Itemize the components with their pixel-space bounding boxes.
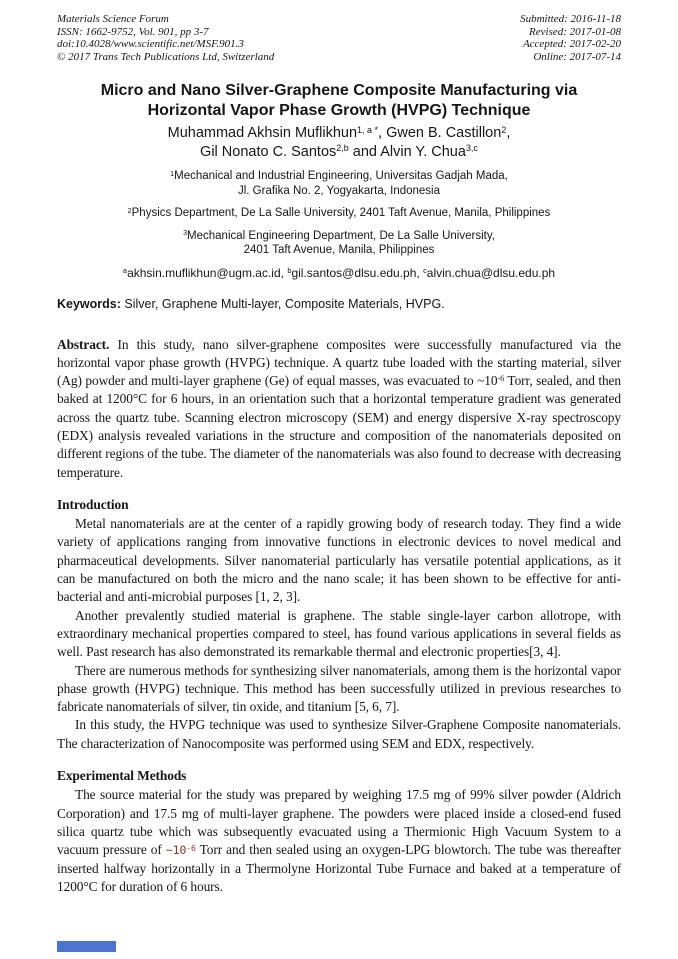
masthead [57, 0, 621, 63]
authors-line1 [57, 124, 621, 143]
email-superscript: a [122, 266, 128, 276]
affiliation-superscript: 1 [170, 169, 175, 178]
author-superscript: 3,c [465, 143, 478, 154]
introduction-paragraph-2: Another prevalently studied material is graphene. The stable single-layer carbon allotrope, with extraordinary mechanical properties compared to steel, has found various applications in several fields as well. Past research has also demonstrated its remarkable thermal and electronic properties[3, 4]. [57, 607, 621, 660]
submitted-date: Submitted: 2016-11-18 [520, 13, 621, 25]
abstract [57, 336, 621, 482]
email-superscript: c [423, 266, 427, 276]
authors-line2 [57, 143, 621, 162]
paper-title-line2: Horizontal Vapor Phase Growth (HVPG) Technique [147, 102, 531, 119]
introduction-paragraph-3: There are numerous methods for synthesizing silver nanomaterials, among them is the horizontal vapor phase growth (HVPG) technique. This method has been successfully utilized in previous researches to fabricate nanomaterials of silver, tin oxide, and titanium [5, 6, 7]. [57, 662, 621, 715]
abstract-label: Abstract. [57, 336, 110, 352]
journal-name: Materials Science Forum [57, 13, 169, 25]
affiliation-1-line1 [57, 169, 621, 184]
author-superscript: 1, a * [357, 124, 379, 135]
abstract-text-part2: Torr, sealed, and then baked at 1200°C for 6 hours, in an orientation such that a horizontal temperature gradient was generated across the quartz tube. Scanning electron microscopy (SEM) and energy dispersive X-ray spectroscopy (EDX) analysis revealed variations in the structure and composition of the nanomaterials deposited on different regions of the tube. The diameter of the nanomaterials was also found to decrease with decreasing temperature. [57, 373, 621, 480]
authors-block [57, 124, 621, 161]
affiliation-1-line2: Jl. Grafika No. 2, Yogyakarta, Indonesia [237, 184, 440, 197]
abstract-exponent: -6 [497, 374, 505, 384]
affiliation-2-line1 [57, 206, 621, 221]
paper-title-line1: Micro and Nano Silver-Graphene Composite Manufacturing via [100, 82, 578, 99]
masthead-right [520, 13, 621, 63]
affiliation-text: Mechanical and Industrial Engineering, Universitas Gadjah Mada, [174, 170, 508, 182]
affiliation-2 [57, 206, 621, 221]
affiliation-superscript: 3 [183, 229, 188, 238]
bottom-blue-mark [57, 941, 116, 952]
formula-base: ~10 [165, 843, 187, 858]
author-name: and Alvin Y. Chua [348, 143, 466, 160]
experimental-text-before: The source material for the study was prepared by weighing 17.5 mg of 99% silver powder (Aldrich Corporation) and 17.5 mg of multi-layer graphene. The powders were placed inside a closed-end fused silica quartz tube which was subsequently evacuated using a Thermionic High Vacuum System to a vacuum pressure of [57, 787, 621, 858]
section-heading-experimental: Experimental Methods [57, 768, 187, 784]
journal-issn-volume: ISSN: 1662-9752, Vol. 901, pp 3-7 [57, 25, 209, 38]
affiliation-text: Mechanical Engineering Department, De La Salle University, [187, 229, 495, 242]
journal-doi: doi:10.4028/www.scientific.net/MSF.901.3 [57, 38, 244, 50]
email-address: alvin.chua@dlsu.edu.ph [426, 265, 556, 280]
keywords-text: Silver, Graphene Multi-layer, Composite Materials, HVPG. [120, 296, 445, 311]
keywords-label: Keywords: [57, 296, 121, 311]
introduction-paragraph-1: Metal nanomaterials are at the center of a rapidly growing body of research today. They find a wide variety of applications ranging from innovative functions in electronic devices to novel medical and pharmaceutical developments. Silver nanomaterial particularly has versatile potential applications, as it can be manufactured on both the micro and the nano scale; it has been shown to be effective for anti-bacterial and anti-microbial purposes [1, 2, 3]. [57, 516, 621, 605]
abstract-text-part1: In this study, nano silver-graphene composites were successfully manufactured via the horizontal vapor phase growth (HVPG) technique. A quartz tube loaded with the starting material, silver (Ag) powder and multi-layer graphene (Ge) of equal masses, was evacuated to ~10 [57, 336, 621, 389]
affiliation-superscript: 2 [127, 206, 132, 215]
email-address: gil.santos@dlsu.edu.ph, [291, 265, 424, 280]
affiliation-text: Physics Department, De La Salle University, 2401 Taft Avenue, Manila, Philippines [131, 207, 551, 219]
formula-exponent: -6 [186, 843, 196, 853]
email-address: akhsin.muflikhun@ugm.ac.id, [127, 265, 288, 280]
email-superscript: b [287, 266, 292, 276]
section-heading-introduction: Introduction [57, 496, 129, 512]
affiliation-1 [57, 169, 621, 198]
keywords-line [57, 297, 621, 312]
affiliation-3 [57, 229, 621, 258]
experimental-paragraph-1 [57, 786, 621, 896]
page-content [57, 0, 621, 896]
affiliation-3-line2: 2401 Taft Avenue, Manila, Philippines [243, 244, 435, 256]
paper-title [57, 81, 621, 121]
masthead-left [57, 13, 274, 63]
authors-line1-comma: , [506, 125, 511, 141]
author-name: Muhammad Akhsin Muflikhun [167, 125, 358, 141]
affiliation-3-line1 [57, 229, 621, 244]
experimental-text-after: Torr and then sealed using an oxygen-LPG blowtorch. The tube was thereafter inserted halfway horizontally in a Thermolyne Horizontal Tube Furnace and baked at a temperature of 1200°C for duration of 6 hours. [57, 842, 621, 894]
introduction-paragraph-4: In this study, the HVPG technique was used to synthesize Silver-Graphene Composite nanomaterials. The characterization of Nanocomposite was performed using SEM and EDX, respectively. [57, 717, 621, 751]
author-name: Gil Nonato C. Santos [200, 143, 337, 160]
online-date: Online: 2017-07-14 [533, 50, 621, 63]
author-superscript: 2,b [336, 143, 349, 154]
journal-copyright: © 2017 Trans Tech Publications Ltd, Switzerland [57, 50, 275, 63]
vacuum-pressure-formula [166, 843, 196, 857]
revised-date: Revised: 2017-01-08 [529, 25, 621, 38]
accepted-date: Accepted: 2017-02-20 [522, 38, 621, 50]
author-emails [57, 266, 621, 281]
author-name: , Gwen B. Castillon [378, 125, 502, 141]
author-superscript: 2 [501, 124, 507, 135]
